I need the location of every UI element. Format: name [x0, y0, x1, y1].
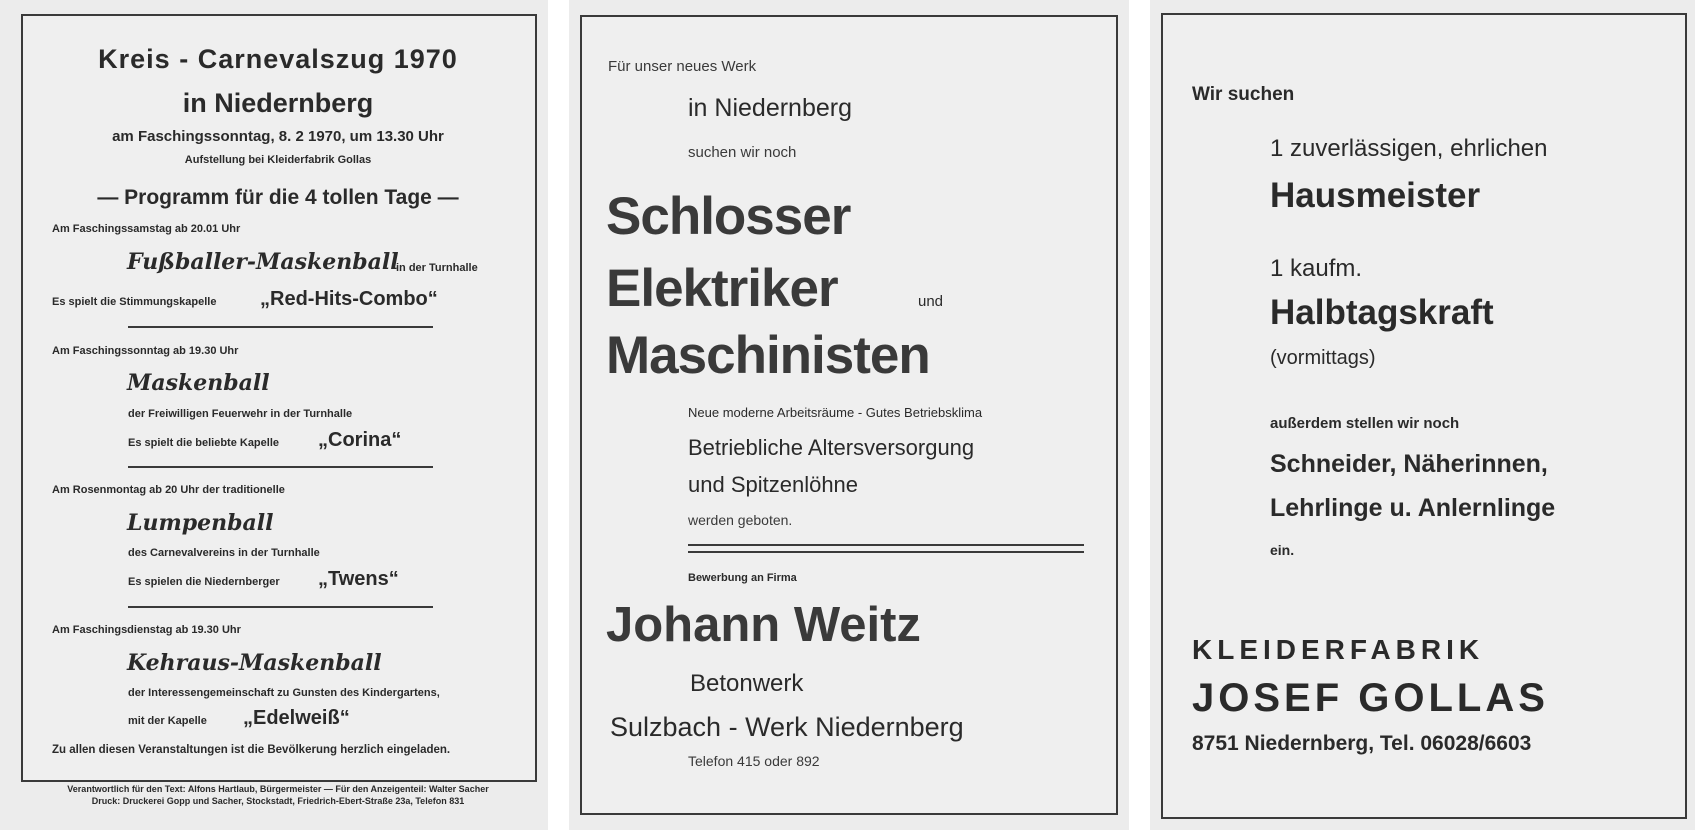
event-divider [128, 326, 433, 328]
event-1-location: in der Turnhalle [396, 262, 478, 274]
event-4-band-intro: mit der Kapelle [128, 715, 207, 727]
parade-date: am Faschingssonntag, 8. 2 1970, um 13.30 Uhr [112, 128, 444, 145]
intro-line-2: in Niedernberg [688, 94, 852, 122]
footer-printer: Druck: Druckerei Gopp und Sacher, Stockstadt, Friedrich-Ebert-Straße 23a, Telefon 831 [91, 796, 465, 806]
job-electrician: Elektriker [606, 259, 838, 318]
benefit-pension: Betriebliche Altersversorgung [688, 435, 975, 460]
event-divider [128, 606, 433, 608]
company-type: Betonwerk [690, 670, 804, 697]
event-4-when: Am Faschingsdienstag ab 19.30 Uhr [52, 624, 241, 636]
benefit-salary: und Spitzenlöhne [688, 472, 859, 497]
position-1-qualifier: 1 zuverlässigen, ehrlichen [1270, 135, 1548, 162]
event-2-band: „Corina“ [318, 429, 402, 451]
event-3-when: Am Rosenmontag ab 20 Uhr der traditionelle [52, 484, 285, 496]
event-3-band-intro: Es spielen die Niedernberger [128, 576, 280, 588]
intro-line-1: Für unser neues Werk [608, 58, 757, 75]
more-positions-2: Lehrlinge u. Anlernlinge [1270, 494, 1556, 522]
program-heading: — Programm für die 4 tollen Tage — [97, 186, 459, 209]
event-4-desc: der Interessengemeinschaft zu Gunsten des Kindergartens, [128, 687, 440, 699]
event-3-name: Lumpenball [127, 510, 274, 536]
footer-responsible: Verantwortlich für den Text: Alfons Hartlaub, Bürgermeister — Für den Anzeigenteil: Walter Sacher [67, 784, 489, 794]
position-caretaker: Hausmeister [1270, 176, 1481, 215]
position-part-time: Halbtagskraft [1270, 293, 1494, 332]
double-rule-bottom [688, 551, 1084, 553]
apply-label: Bewerbung an Firma [688, 572, 797, 584]
event-1-band: „Red-Hits-Combo“ [260, 288, 438, 310]
event-divider [128, 466, 433, 468]
company-owner: JOSEF GOLLAS [1192, 676, 1549, 720]
company-label: KLEIDERFABRIK [1192, 634, 1485, 665]
event-3-band: „Twens“ [318, 568, 399, 590]
event-4-name: Kehraus-Maskenball [127, 650, 382, 676]
double-rule-top [688, 544, 1084, 546]
event-3-desc: des Carnevalvereins in der Turnhalle [128, 547, 320, 559]
event-1-name: Fußballer-Maskenball [127, 249, 399, 275]
event-2-desc: der Freiwilligen Feuerwehr in der Turnhalle [128, 408, 353, 420]
also-hiring: außerdem stellen wir noch [1270, 415, 1460, 432]
company-name: Johann Weitz [606, 598, 921, 652]
benefit-workspace: Neue moderne Arbeitsräume - Gutes Betriebsklima [688, 405, 983, 420]
assembly-point: Aufstellung bei Kleiderfabrik Gollas [184, 154, 372, 166]
position-2-qualifier: 1 kaufm. [1270, 255, 1363, 282]
event-1-band-intro: Es spielt die Stimmungskapelle [52, 296, 217, 308]
invitation-text: Zu allen diesen Veranstaltungen ist die Bevölkerung herzlich eingeladen. [52, 744, 451, 756]
job-machinist: Maschinisten [606, 326, 930, 385]
company-location: Sulzbach - Werk Niedernberg [610, 712, 964, 742]
event-2-name: Maskenball [127, 370, 270, 396]
intro-line-3: suchen wir noch [688, 144, 797, 161]
poster-subtitle: in Niedernberg [182, 88, 374, 118]
event-2-when: Am Faschingssonntag ab 19.30 Uhr [52, 345, 239, 357]
event-2-band-intro: Es spielt die beliebte Kapelle [128, 437, 279, 449]
company-address: 8751 Niedernberg, Tel. 06028/6603 [1192, 732, 1532, 755]
poster-title: Kreis - Carnevalszug 1970 [98, 44, 458, 74]
job-and: und [918, 293, 944, 310]
company-phone: Telefon 415 oder 892 [688, 753, 820, 769]
more-positions-1: Schneider, Näherinnen, [1270, 450, 1548, 478]
position-2-note: (vormittags) [1270, 347, 1376, 369]
event-4-band: „Edelweiß“ [243, 707, 350, 729]
job-locksmith: Schlosser [606, 187, 851, 246]
event-1-when: Am Faschingssamstag ab 20.01 Uhr [52, 223, 241, 235]
we-seek: Wir suchen [1192, 84, 1295, 105]
benefit-offered: werden geboten. [688, 512, 793, 528]
ein-text: ein. [1270, 542, 1295, 558]
